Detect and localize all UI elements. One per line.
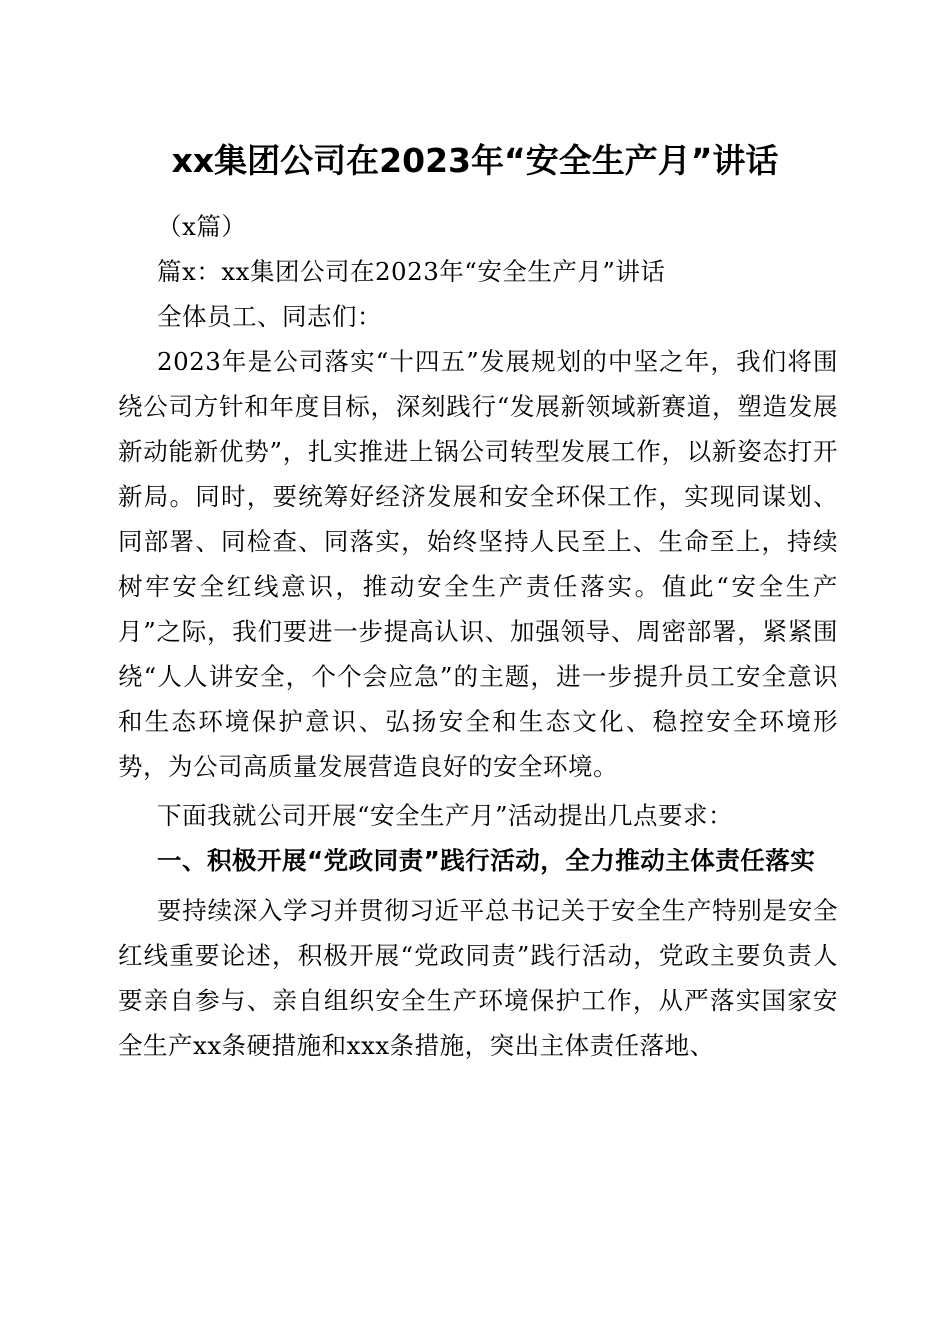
document-body bbox=[118, 204, 838, 1068]
document-title: xx集团公司在2023年“安全生产月”讲话 bbox=[171, 141, 779, 180]
section-heading-1: 一、积极开展“党政同责”践行活动，全力推动主体责任落实 bbox=[157, 846, 816, 875]
chapter-subtitle: 篇x：xx集团公司在2023年“安全生产月”讲话 bbox=[157, 257, 666, 286]
section-1-paragraph: 要持续深入学习并贯彻习近平总书记关于安全生产特别是安全红线重要论述，积极开展“党政同责”践行活动，党政主要负责人要亲自参与、亲自组织安全生产环境保护工作，从严落实国家安全生产xx条硬措施和xxx条措施，突出主体责任落地、 bbox=[118, 896, 838, 1060]
intro-paragraph: 2023年是公司落实“十四五”发展规划的中坚之年，我们将围绕公司方针和年度目标，深刻践行“发展新领域新赛道，塑造发展新动能新优势”，扎实推进上锅公司转型发展工作，以新姿态打开新局。同时，要统筹好经济发展和安全环保工作，实现同谋划、同部署、同检查、同落实，始终坚持人民至上、生命至上，持续树牢安全红线意识，推动安全生产责任落实。值此“安全生产月”之际，我们要进一步提高认识、加强领导、周密部署，紧紧围绕“人人讲安全，个个会应急”的主题，进一步提升员工安全意识和生态环境保护意识、弘扬安全和生态文化、稳控安全环境形势，为公司高质量发展营造良好的安全环境。 bbox=[118, 347, 838, 781]
salutation: 全体员工、同志们： bbox=[157, 302, 382, 331]
chapter-count: （x篇） bbox=[157, 212, 247, 241]
requirements-intro: 下面我就公司开展“安全生产月”活动提出几点要求： bbox=[157, 801, 734, 830]
